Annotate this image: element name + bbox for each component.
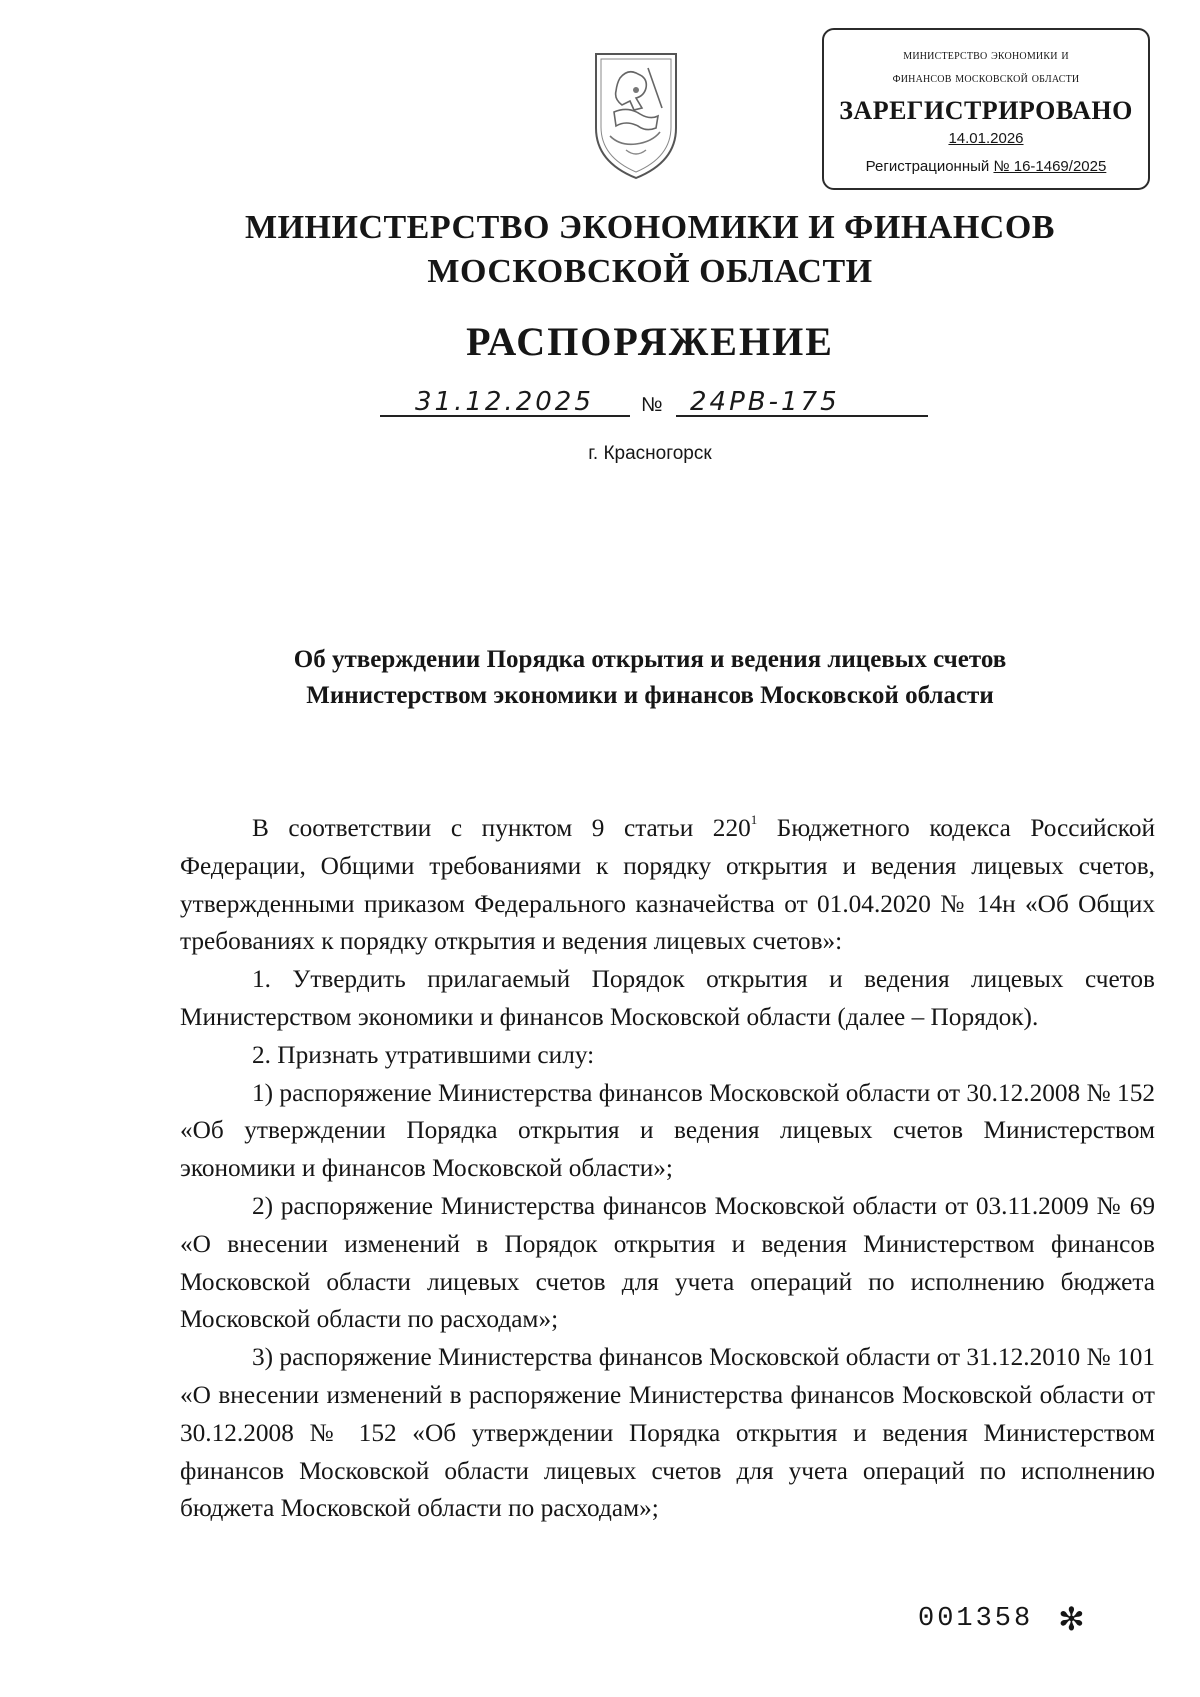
paragraph-subitem-3: 3) распоряжение Министерства финансов Московской области от 31.12.2010 № 101 «О внесении изменений в распоряжение Министерства финансов Московской области от 30.12.2008 № 152 «Об утверждении Порядка открытия и ведения Министерством финансов Московской области лицевых счетов для учета операций по исполнению бюджета Московской области по расходам»; [180,1343,1155,1523]
serial-number: 001358 [918,1604,1034,1634]
stamp-organization [824,44,1148,90]
stamp-reg-label: Регистрационный [865,158,990,175]
paragraph-subitem-1: 1) распоряжение Министерства финансов Московской области от 30.12.2008 № 152 «Об утверждении Порядка открытия и ведения лицевых счетов Министерством экономики и финансов Московской области»; [180,1078,1155,1183]
document-number: 24РВ-175 [690,387,840,417]
ministry-name [0,206,1200,294]
paragraph-preamble [180,810,1155,961]
subject-line: Министерством экономики и финансов Московской области [306,682,994,709]
stamp-reg-number: № 16-1469/2025 [993,158,1107,175]
preamble-text: Бюджетного кодекса Российской Федерации, Общими требованиями к порядку открытия и ведения лицевых счетов, утвержденными приказом Федерального казначейства от 01.04.2020 № 14н «Об Общих требованиях к порядку открытия и ведения лицевых счетов»: [180,814,1156,956]
stamp-org-line: финансов московской области [892,71,1080,86]
paragraph-subitem-2: 2) распоряжение Министерства финансов Московской области от 03.11.2009 № 69 «О внесении изменений в Порядок открытия и ведения Министерством финансов Московской области лицевых счетов для учета операций по исполнению бюджета Московской области по расходам»; [180,1191,1155,1334]
preamble-text: В соответствии с пунктом 9 статьи 220 [252,814,751,842]
stamp-status: ЗАРЕГИСТРИРОВАНО [839,96,1133,125]
moscow-region-coat-of-arms-icon [590,50,682,182]
stamp-org-line: министерство экономики и [903,48,1069,63]
article-superscript: 1 [750,812,758,827]
stamp-date: 14.01.2026 [948,130,1024,147]
paragraph-item-1: 1. Утвердить прилагаемый Порядок открытия и ведения лицевых счетов Министерством экономики и финансов Московской области (далее – Порядок). [180,965,1155,1031]
document-body [180,810,1155,1528]
ministry-name-line: МОСКОВСКОЙ ОБЛАСТИ [427,253,873,290]
asterisk-mark: ✻ [1058,1600,1085,1638]
document-subject [0,642,1200,714]
stamp-registration-number [834,156,1138,178]
document-type: РАСПОРЯЖЕНИЕ [466,319,834,364]
number-sign: № [641,394,663,416]
document-city: г. Красногорск [588,443,712,464]
document-date: 31.12.2025 [415,387,594,417]
subject-line: Об утверждении Порядка открытия и ведения лицевых счетов [293,646,1007,673]
paragraph-item-2: 2. Признать утратившими силу: [252,1040,595,1069]
ministry-name-line: МИНИСТЕРСТВО ЭКОНОМИКИ И ФИНАНСОВ [245,209,1055,246]
registration-stamp [822,28,1150,190]
